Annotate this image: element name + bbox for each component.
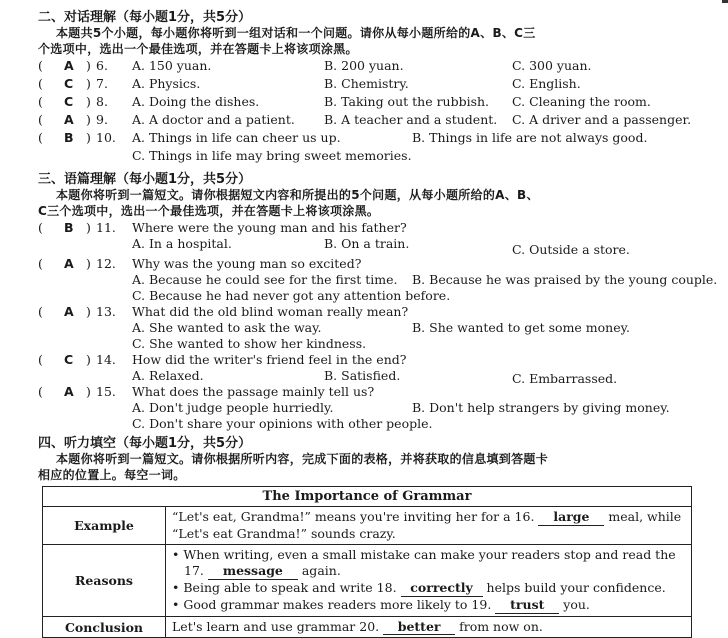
section4-instruction-line2: 相应的位置上。每空一词。 (38, 468, 186, 482)
table-row-reasons (43, 545, 692, 617)
option-a: A. Don't judge people hurriedly. (132, 400, 334, 415)
reasons-cell: • When writing, even a small mistake can make your readers stop and read the 17. message again. • Being able to speak and write 18. correctly helps build your confidence. • Good grammar makes readers more likely to 19. trust you. (166, 545, 692, 617)
question-row-9: ( A ) 9. A. A doctor and a patient. B. A teacher and a student. C. A driver and a passenger. (38, 112, 692, 127)
option-c: C. English. (512, 76, 581, 91)
option-b: B. 200 yuan. (324, 58, 404, 73)
answer-letter: C (64, 352, 74, 367)
option-c: C. Embarrassed. (512, 371, 618, 386)
section3-instruction-line1: 本题你将听到一篇短文。请你根据短文内容和所提出的5个问题，从每小题所给的A、B、 (56, 188, 539, 202)
option-a: A. In a hospital. (132, 236, 232, 251)
blank-16: large (538, 509, 604, 526)
question-row-13-options-ab (38, 320, 718, 336)
option-a: A. A doctor and a patient. (132, 112, 295, 127)
reason1-number: 17. (184, 563, 204, 578)
option-c: C. Don't share your opinions with other people. (132, 416, 433, 431)
question-row-15-options-ab (38, 400, 718, 416)
option-c: C. 300 yuan. (512, 58, 592, 73)
conclusion-cell (166, 617, 692, 638)
answer-letter: A (64, 112, 74, 127)
conclusion-text-post: from now on. (459, 619, 543, 634)
question-text: How did the writer's friend feel in the end? (132, 352, 407, 367)
question-row-15-option-c (38, 416, 718, 432)
question-row-13: ( A ) 13. What did the old blind woman really mean? (38, 304, 409, 319)
question-row-12: ( A ) 12. Why was the young man so excited? (38, 256, 362, 271)
section4-title: 四、听力填空（每小题1分，共5分） (38, 436, 252, 451)
question-row-12-option-c (38, 288, 718, 304)
question-text: Why was the young man so excited? (132, 256, 362, 271)
option-b: B. Chemistry. (324, 76, 409, 91)
answer-letter: B (64, 220, 74, 235)
answer-letter: A (64, 384, 74, 399)
example-text-post: meal, while (608, 509, 682, 524)
question-number: 12. (96, 256, 116, 271)
option-a: A. 150 yuan. (132, 58, 212, 73)
option-b: B. On a train. (324, 236, 410, 251)
blank-20: better (383, 619, 455, 635)
option-a: A. Doing the dishes. (132, 94, 260, 109)
table-header-row (43, 487, 692, 507)
question-text: What did the old blind woman really mean? (132, 304, 409, 319)
section2-instruction-line2: 个选项中，选出一个最佳选项，并在答题卡上将该项涂黑。 (38, 42, 358, 56)
section4-instruction-line1: 本题你将听到一篇短文。请你根据所听内容，完成下面的表格，并将获取的信息填到答题卡 (56, 452, 549, 466)
row-label-conclusion: Conclusion (43, 617, 166, 638)
answer-letter: C (64, 76, 74, 91)
reason2-post: helps build your confidence. (486, 580, 666, 595)
option-b: B. Things in life are not always good. (412, 130, 648, 145)
option-a: A. Because he could see for the first time. (132, 272, 398, 287)
option-b: B. Satisfied. (324, 368, 401, 383)
option-a: A. She wanted to ask the way. (132, 320, 322, 335)
question-text: What does the passage mainly tell us? (132, 384, 375, 399)
conclusion-text-pre: Let's learn and use grammar 20. (172, 619, 380, 634)
question-number: 10. (96, 130, 116, 145)
reason3-text: Good grammar makes readers more likely to 19. (183, 597, 492, 612)
answer-letter: A (64, 256, 74, 271)
question-row-12-options-ab (38, 272, 718, 288)
row-label-example: Example (43, 507, 166, 545)
blank-19: trust (495, 597, 559, 614)
blank-17: message (208, 563, 298, 580)
option-a: A. Physics. (132, 76, 201, 91)
option-b: B. Because he was praised by the young couple. (412, 272, 718, 287)
question-row-15: ( A ) 15. What does the passage mainly tell us? (38, 384, 375, 399)
table-row-conclusion (43, 617, 692, 638)
section3-instruction-line2: C三个选项中，选出一个最佳选项，并在答题卡上将该项涂黑。 (38, 204, 380, 218)
option-b: B. A teacher and a student. (324, 112, 498, 127)
question-text: Where were the young man and his father? (132, 220, 407, 235)
table-row-example (43, 507, 692, 545)
blank-18: correctly (401, 580, 483, 597)
question-row-13-option-c (38, 336, 718, 352)
example-text-line2: “Let's eat Grandma!” sounds crazy. (172, 526, 396, 541)
option-b: B. She wanted to get some money. (412, 320, 630, 335)
option-c: C. A driver and a passenger. (512, 112, 692, 127)
question-row-10: ( B ) 10. A. Things in life can cheer us up. B. Things in life are not always good. (38, 130, 648, 145)
section2-instruction-line1: 本题共5个小题，每小题你将听到一组对话和一个问题。请你从每小题所给的A、B、C三 (56, 26, 536, 40)
option-c: C. Things in life may bring sweet memories. (132, 148, 412, 163)
reason3-post: you. (563, 597, 590, 612)
answer-letter: A (64, 304, 74, 319)
option-a: A. Things in life can cheer us up. (132, 130, 341, 145)
question-number: 6. (96, 58, 108, 73)
question-row-10-option-c (38, 148, 718, 164)
question-number: 11. (96, 220, 116, 235)
answer-letter: C (64, 94, 74, 109)
table-title: The Importance of Grammar (43, 487, 692, 507)
question-row-8: ( C ) 8. A. Doing the dishes. B. Taking out the rubbish. C. Cleaning the room. (38, 94, 651, 109)
grammar-table (42, 486, 692, 638)
answer-letter: A (64, 58, 74, 73)
answer-letter: B (64, 130, 74, 145)
corner-mark-icon (722, 0, 728, 3)
option-c: C. Outside a store. (512, 242, 630, 257)
question-number: 15. (96, 384, 116, 399)
question-number: 9. (96, 112, 108, 127)
option-b: B. Don't help strangers by giving money. (412, 400, 670, 415)
question-row-11-options (38, 236, 718, 257)
question-row-6: ( A ) 6. A. 150 yuan. B. 200 yuan. C. 300 yuan. (38, 58, 592, 73)
question-number: 14. (96, 352, 116, 367)
question-row-14-options (38, 368, 718, 384)
question-number: 8. (96, 94, 108, 109)
question-number: 7. (96, 76, 108, 91)
option-b: B. Taking out the rubbish. (324, 94, 490, 109)
reason1-post: again. (301, 563, 341, 578)
option-c: C. Cleaning the room. (512, 94, 651, 109)
reason2-text: Being able to speak and write 18. (183, 580, 397, 595)
option-c: C. Because he had never got any attention before. (132, 288, 451, 303)
example-text-pre: “Let's eat, Grandma!” means you're inviting her for a 16. (172, 509, 535, 524)
question-row-11: ( B ) 11. Where were the young man and his father? (38, 220, 407, 235)
row-label-reasons: Reasons (43, 545, 166, 617)
question-row-7: ( C ) 7. A. Physics. B. Chemistry. C. English. (38, 76, 581, 91)
question-number: 13. (96, 304, 116, 319)
option-c: C. She wanted to show her kindness. (132, 336, 367, 351)
option-a: A. Relaxed. (132, 368, 204, 383)
section3-title: 三、语篇理解（每小题1分，共5分） (38, 172, 252, 187)
example-cell (166, 507, 692, 545)
section2-title: 二、对话理解（每小题1分，共5分） (38, 10, 252, 25)
reason1-text: When writing, even a small mistake can make your readers stop and read the (183, 547, 676, 562)
question-row-14: ( C ) 14. How did the writer's friend feel in the end? (38, 352, 407, 367)
